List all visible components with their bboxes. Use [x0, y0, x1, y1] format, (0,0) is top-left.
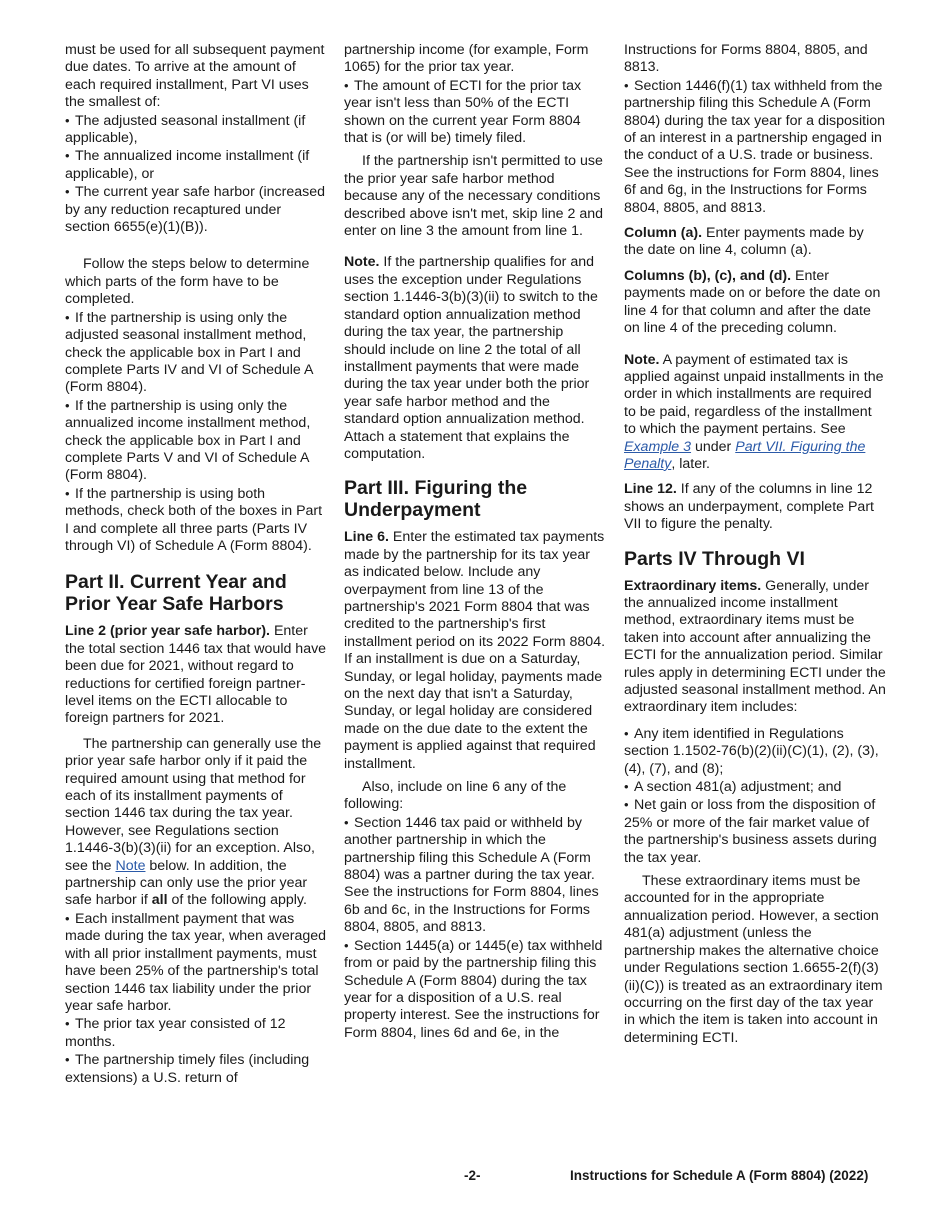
- paragraph: If the partnership isn't permitted to use the prior year safe harbor method because any of the necessary conditions described above isn't met, skip line 2 and enter on line 3 the amount from line 1.: [344, 153, 604, 240]
- bullet-text: The partnership timely files (including extensions) a U.S. return of: [65, 1052, 310, 1086]
- paragraph: partnership income (for example, Form 1065) for the prior tax year.: [344, 42, 589, 76]
- bullet-text: The current year safe harbor (increased by any reduction recaptured under section 6655(e)(1)(B)).: [65, 184, 325, 236]
- bullet-text: The amount of ECTI for the prior tax year isn't less than 50% of the ECTI shown on the current year Form 8804 that is (or will be) timely filed.: [344, 77, 582, 147]
- paragraph-line-12: [624, 481, 886, 533]
- run-in-heading: Line 6.: [344, 529, 389, 546]
- part-7-link[interactable]: Part VII. Figuring the Penalty: [624, 438, 866, 472]
- bullet-text: If the partnership is using only the adjusted seasonal installment method, check the applicable box in Part I and complete Parts IV and VI of Schedule A (Form 8804).: [65, 309, 313, 396]
- bullet-item: [65, 112, 327, 148]
- bold-text: all: [151, 892, 168, 909]
- run-in-heading: Line 12.: [624, 481, 677, 498]
- paragraph-text: below. In addition, the partnership can only use the prior year safe harbor if: [65, 857, 308, 909]
- bullet-item: [65, 309, 327, 397]
- paragraph: Follow the steps below to determine which parts of the form have to be completed.: [65, 256, 310, 308]
- bullet-text: A section 481(a) adjustment; and: [634, 779, 842, 796]
- paragraph-line-6: [344, 529, 608, 773]
- bullet-text: Section 1446(f)(1) tax withheld from the partnership filing this Schedule A (Form 8804) during the tax year for a disposition of an interest in a partnership engaged in the conduct of a U.S. trade or business. See the instructions for Form 8804, lines 6f and 6g, in the Instructions for Forms 8804, 8805, and 8813.: [624, 77, 886, 216]
- column-1: [65, 42, 327, 1087]
- paragraph-text: of the following apply.: [171, 892, 307, 909]
- section-heading-part-3: Part III. Figuring the Underpayment: [344, 477, 528, 522]
- bullet-item: [624, 778, 886, 796]
- run-in-heading: Line 2 (prior year safe harbor).: [65, 623, 270, 640]
- bullet-text: If the partnership is using both methods, check both of the boxes in Part I and complete all three parts (Parts IV through VI) of Schedule A (Form 8804).: [65, 485, 323, 554]
- bullet-item: [65, 1015, 327, 1051]
- note-link[interactable]: Note: [115, 857, 146, 874]
- paragraph-extraordinary-items: [624, 578, 886, 717]
- paragraph: must be used for all subsequent payment due dates. To arrive at the amount of each required installment, Part VI uses the smallest of:: [65, 42, 325, 111]
- bullet-item: [65, 910, 327, 1015]
- bullet-item: [65, 183, 327, 236]
- note-label: Note.: [344, 254, 380, 271]
- bullet-item: [65, 485, 327, 556]
- paragraph-text: Enter payments made by the date on line 4, column (a).: [624, 225, 864, 259]
- footer-form-title: Instructions for Schedule A (Form 8804) (2022): [570, 1168, 869, 1183]
- bullet-item: [624, 796, 886, 867]
- paragraph-text: Enter the estimated tax payments made by the partnership for its tax year as indicated below. Include any overpayment from line 13 of the partnership's 2021 Form 8804 that was credited to the partnership's first installment period on its 2022 Form 8804. If an installment is due on a Saturday, Sunday, or legal holiday, payments made on the next day that isn't a Saturday, Sunday, or legal holiday are considered made on the due date to the extent the payment is applied against that required installment.: [344, 529, 606, 772]
- note-paragraph: [624, 352, 886, 474]
- bullet-item: [344, 814, 608, 937]
- run-in-heading: Extraordinary items.: [624, 577, 762, 594]
- bullet-item: [65, 147, 327, 183]
- bullet-item: [344, 937, 608, 1042]
- bullet-text: Any item identified in Regulations section 1.1502-76(b)(2)(ii)(C)(1), (2), (3), (4), (7), and (8);: [624, 725, 879, 777]
- paragraph-text: under: [694, 438, 732, 455]
- bullet-text: If the partnership is using only the annualized income installment method, check the applicable box in Part I and complete Parts V and VI of Schedule A (Form 8804).: [65, 397, 311, 484]
- paragraph: [65, 736, 327, 910]
- paragraph: Also, include on line 6 any of the following:: [344, 779, 567, 813]
- bullet-item: [624, 725, 886, 778]
- bullet-item: [624, 77, 886, 217]
- paragraph-text: The partnership can generally use the prior year safe harbor only if it paid the required amount using that method for each of its installment payments of section 1446 tax during the tax year. However, see Regulations section 1.1446-3(b)(3)(ii) for an exception. Also, see the: [65, 735, 322, 874]
- paragraph: These extraordinary items must be accounted for in the appropriate annualization period. However, a section 481(a) adjustment (unless the partnership makes the alternative choice under Regulations section 1.6655-2(f)(3)(ii)(C)) is treated as an extraordinary item occurring on the first day of the tax year in which the item is taken into account in determining ECTI.: [624, 873, 883, 1046]
- column-2: [344, 42, 608, 1042]
- bullet-text: The annualized income installment (if applicable), or: [65, 148, 310, 182]
- run-in-heading: Column (a).: [624, 225, 703, 242]
- paragraph-text: Enter payments made on or before the date on line 4 for that column and after the date on line 4 of the preceding column.: [624, 267, 881, 337]
- example-3-link[interactable]: Example 3: [624, 438, 692, 455]
- section-heading-part-2: Part II. Current Year and Prior Year Safe Harbors: [65, 571, 287, 616]
- page-number: -2-: [464, 1168, 481, 1183]
- paragraph-text: If the partnership qualifies for and uses the exception under Regulations section 1.1446-3(b)(3)(ii) to switch to the standard option annualization method during the tax year, the partnership should include on line 2 the total of all installment payments that were made during the tax year under both the prior year safe harbor method and the standard option annualization method. Attach a statement that explains the computation.: [344, 254, 598, 462]
- bullet-text: Net gain or loss from the disposition of 25% or more of the fair market value of the partnership's business assets during the tax year.: [624, 797, 877, 866]
- paragraph-column-a: [624, 225, 886, 260]
- paragraph-line-2: [65, 623, 327, 727]
- paragraph-text: Enter the total section 1446 tax that would have been due for 2021, without regard to reductions for certified foreign partner-level items on the ECTI allocable to foreign partners for 2021.: [65, 623, 327, 727]
- section-heading-parts-4-6: Parts IV Through VI: [624, 547, 805, 570]
- bullet-text: Each installment payment that was made during the tax year, when averaged with all prior installment payments, must have been 25% of the partnership's total section 1446 tax liability under the prior year safe harbor.: [65, 910, 327, 1014]
- paragraph: Instructions for Forms 8804, 8805, and 8813.: [624, 42, 868, 76]
- bullet-text: The adjusted seasonal installment (if applicable),: [65, 112, 306, 147]
- bullet-text: The prior tax year consisted of 12 months.: [65, 1016, 286, 1050]
- bullet-text: Section 1446 tax paid or withheld by another partnership in which the partnership filing this Schedule A (Form 8804) was a partner during the tax year. See the instructions for Form 8804, lines 6b and 6c, in the Instructions for Forms 8804, 8805, and 8813.: [344, 814, 599, 936]
- bullet-item: [65, 1051, 327, 1087]
- column-3: [624, 42, 886, 1055]
- bullet-item: [65, 397, 327, 485]
- paragraph-text: A payment of estimated tax is applied against unpaid installments in the order in which installments are required to be paid, regardless of the installment to which the payment pertains. See: [624, 351, 884, 438]
- paragraph-columns-bcd: [624, 268, 886, 338]
- paragraph-text: Generally, under the annualized income installment method, extraordinary items must be taken into account after annualizing the ECTI for the annualization period. Similar rules apply in determining ECTI under the adjusted seasonal installment method. An extraordinary item includes:: [624, 577, 886, 716]
- note-label: Note.: [624, 351, 660, 368]
- paragraph-text: , later.: [671, 455, 710, 472]
- paragraph-text: If any of the columns in line 12 shows an underpayment, complete Part VII to figure the penalty.: [624, 481, 874, 533]
- bullet-text: Section 1445(a) or 1445(e) tax withheld from or paid by the partnership filing this Schedule A (Form 8804) during the tax year for a disposition of a U.S. real property interest. See the instructions for Form 8804, lines 6d and 6e, in the: [344, 937, 603, 1041]
- run-in-heading: Columns (b), (c), and (d).: [624, 267, 792, 284]
- note-paragraph: [344, 254, 608, 463]
- bullet-item: [344, 77, 608, 148]
